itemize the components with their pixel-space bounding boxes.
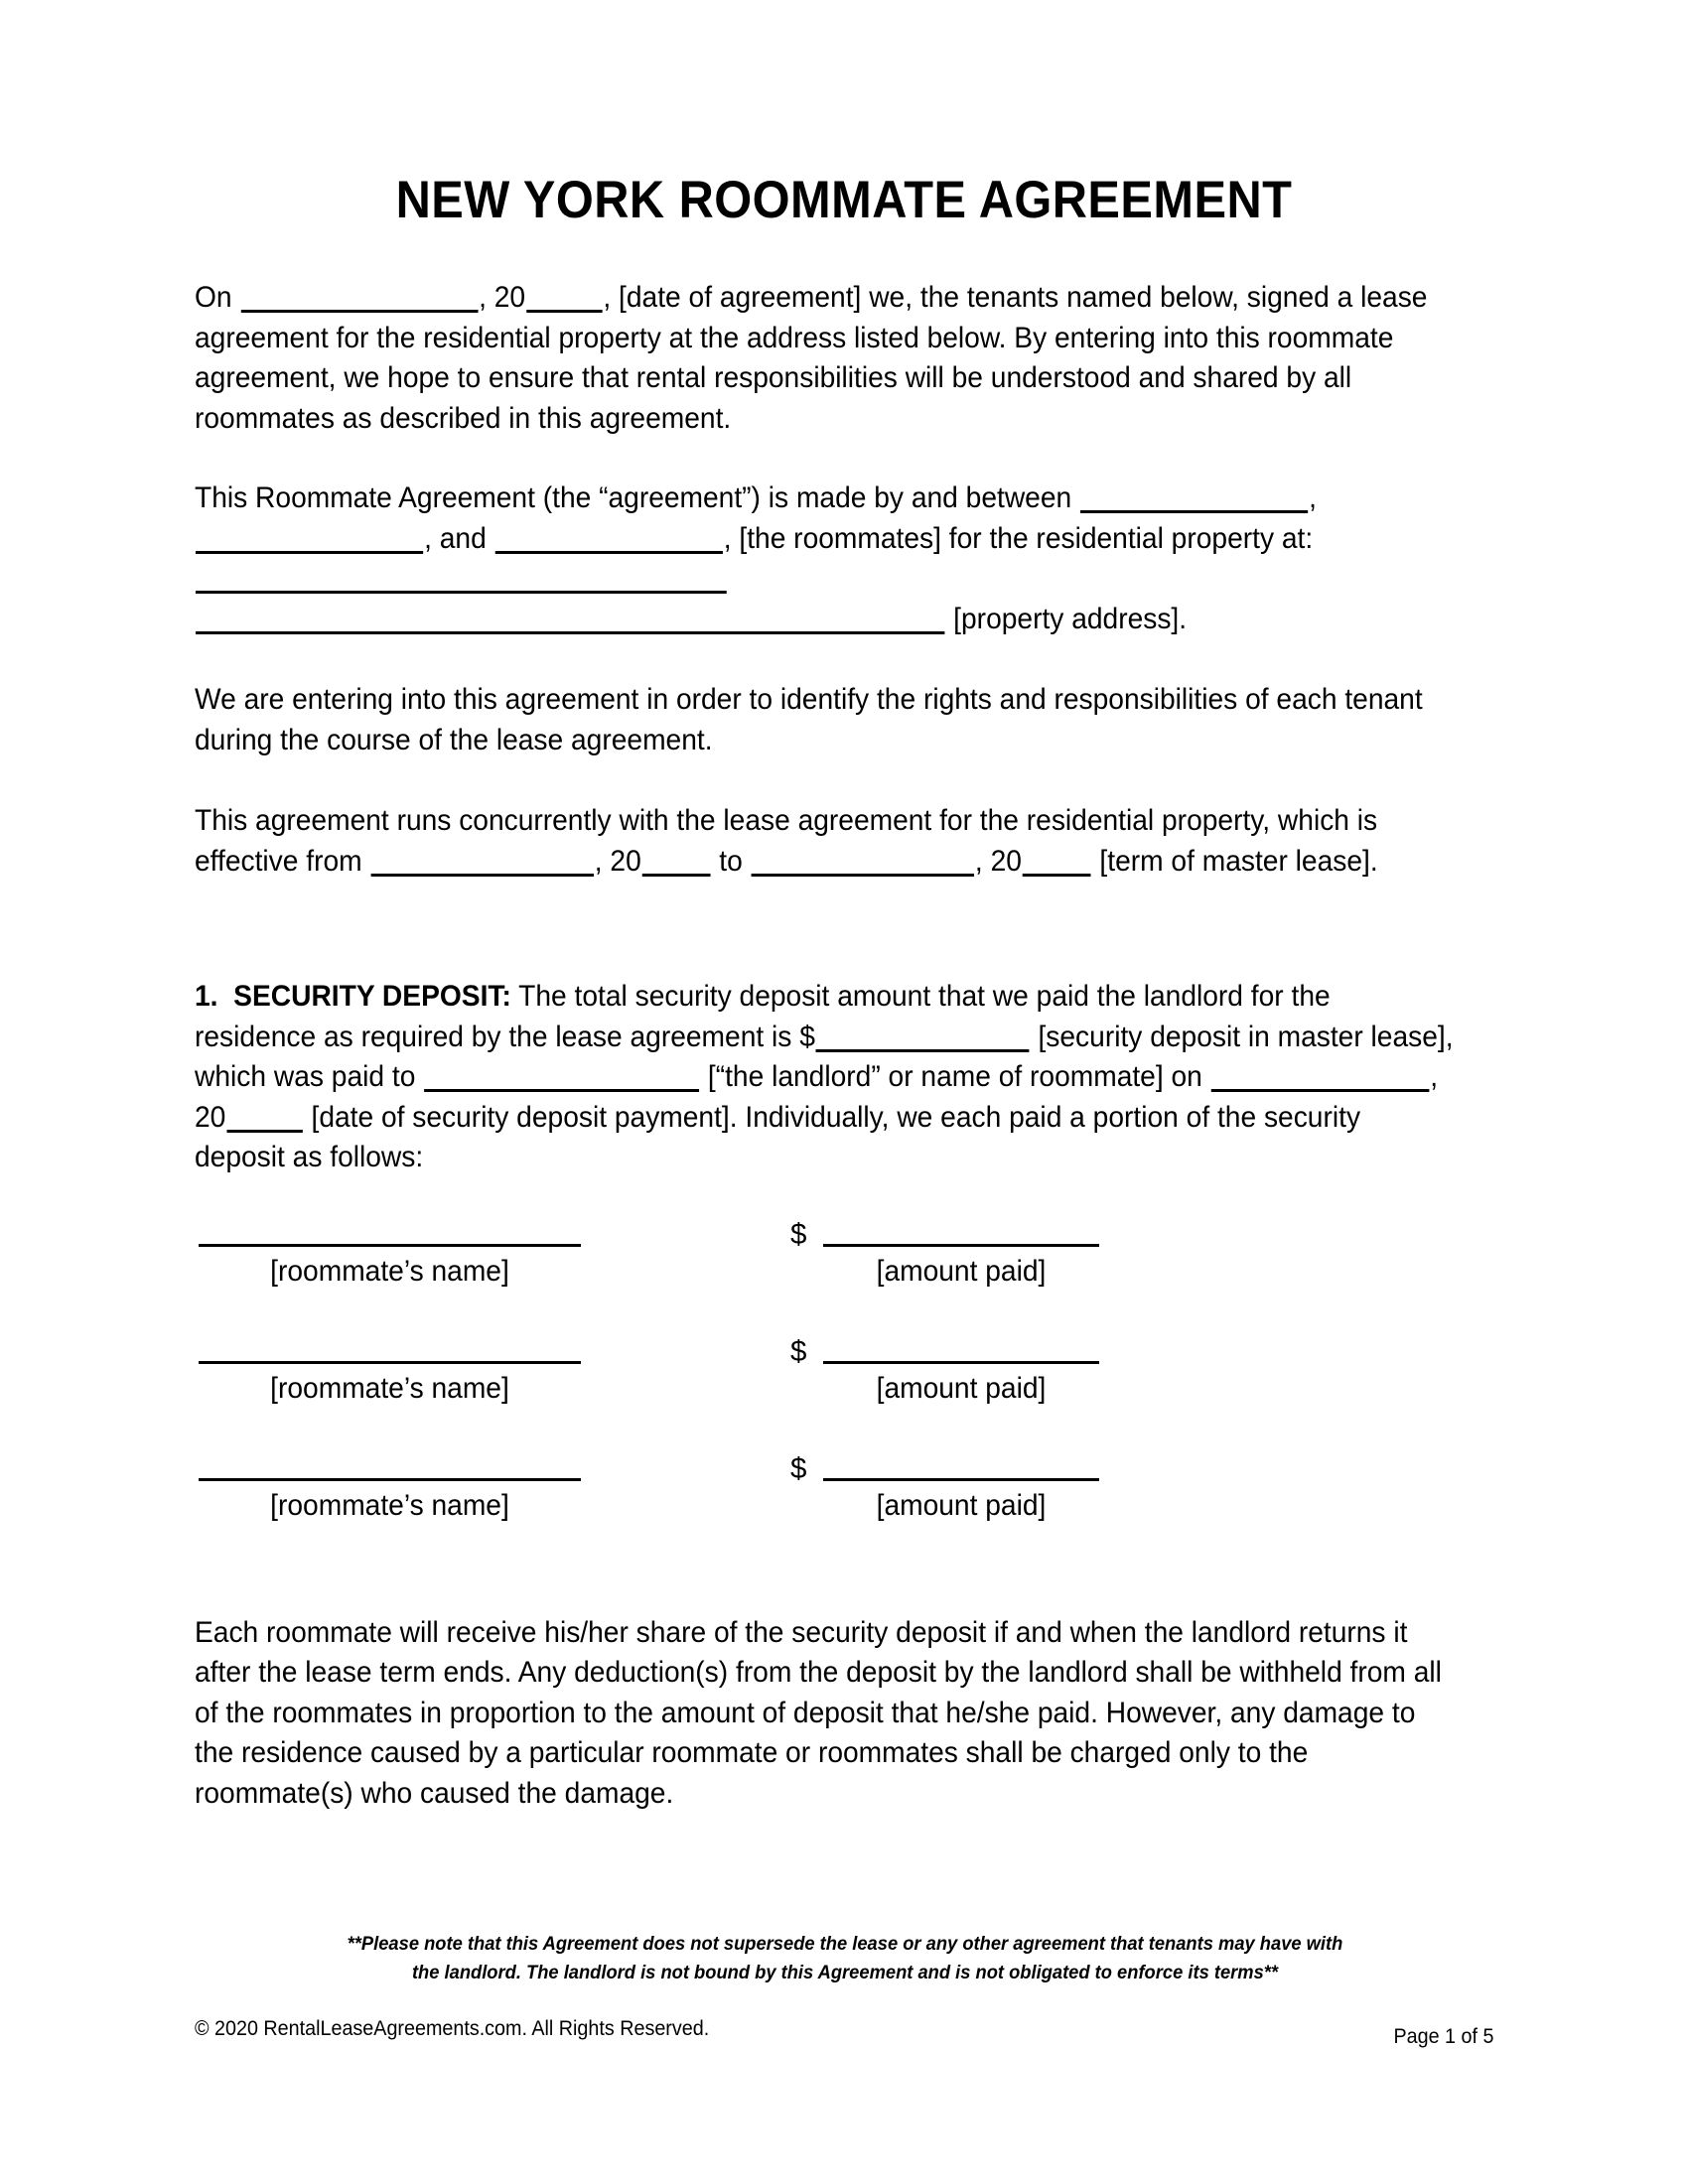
paragraph-deposit-return: Each roommate will receive his/her share of the security deposit if and when the landlord returns it after the lease term ends. Any deduction(s) from the deposit by the landlord shall be withheld from all of the roommates in proportion to the amount of deposit that he/she paid. However, any damage to the residence caused by a particular roommate or roommates shall be charged only to the roommate(s) who caused the damage. [195,1615,1442,1810]
amount-paid-caption-1: [amount paid] [876,1254,1047,1288]
roommate-name-caption-1: [roommate’s name] [270,1254,509,1288]
parties-text-part-3: , and [424,521,494,555]
parties-text-part-2: , [1309,481,1317,514]
blank-agreement-year[interactable] [526,280,602,313]
blank-deposit-payment-date[interactable] [1211,1059,1430,1092]
term-text-part-2: , 20 [594,844,641,878]
dollar-sign-2: $ [790,1334,807,1368]
paragraph-parties [195,478,1454,639]
blank-roommate-1[interactable] [1080,480,1308,513]
blank-amount-paid-1[interactable] [823,1244,1099,1247]
blank-lease-end-year[interactable] [1023,844,1091,877]
footer-disclaimer [233,1930,1456,1987]
term-text-part-4: , 20 [974,844,1022,878]
security-deposit-text-part-4: , 20 [195,1060,1439,1134]
roommate-name-caption-3: [roommate’s name] [270,1488,509,1522]
footer-disclaimer-line-2: the landlord. The landlord is not bound by this Agreement and is not obligated to enforce its terms** [411,1962,1279,1983]
blank-property-address-line-1[interactable] [196,561,727,594]
blank-roommate-name-1[interactable] [199,1244,581,1247]
paragraph-term [195,801,1454,882]
blank-roommate-name-3[interactable] [199,1478,581,1481]
dollar-sign-3: $ [790,1451,807,1485]
amount-paid-caption-2: [amount paid] [876,1371,1047,1405]
spacer [195,1573,1454,1613]
table-row [195,1451,1454,1573]
blank-agreement-date[interactable] [240,280,478,313]
blank-property-address-line-2[interactable] [196,602,944,634]
blank-total-security-deposit[interactable] [816,1020,1030,1052]
blank-lease-start-date[interactable] [370,844,593,877]
table-row [195,1217,1454,1339]
table-row [195,1334,1454,1456]
term-text-part-1: This agreement runs concurrently with the lease agreement for the residential property, which is effective from [195,804,1378,878]
parties-text-part-5: [property address]. [945,602,1188,635]
term-text-part-5: [term of master lease]. [1091,844,1378,878]
section-security-deposit [195,977,1454,1178]
spacer [195,439,1454,478]
blank-amount-paid-2[interactable] [823,1361,1099,1364]
footer-page-number: Page 1 of 5 [1393,2025,1493,2048]
intro-text-part-3: , [date of agreement] we, the tenants named below, signed a lease agreement for the residential property at the address listed below. By entering into this roommate agreement, we hope to ensure that rental responsibilities will be understood and shared by all roommates as described in this agreement. [195,281,1428,435]
security-deposit-text-part-2: [security deposit in master lease], which was paid to [195,1020,1454,1093]
deposit-allocation-table [195,1217,1454,1573]
dollar-sign-1: $ [790,1217,807,1251]
intro-text-part-1: On [195,281,240,314]
blank-amount-paid-3[interactable] [823,1478,1099,1481]
blank-roommate-name-2[interactable] [199,1361,581,1364]
paragraph-intro [195,278,1454,439]
parties-text-part-4: , [the roommates] for the residential property at: [723,521,1314,555]
spacer [195,639,1454,680]
term-text-part-3: to [711,844,751,878]
blank-roommate-2[interactable] [196,521,423,554]
blank-lease-start-year[interactable] [642,844,711,877]
blank-deposit-paid-to[interactable] [424,1059,699,1092]
blank-lease-end-date[interactable] [752,844,974,877]
footer-disclaimer-line-1: **Please note that this Agreement does not supersede the lease or any other agreement that tenants may have with [347,1933,1343,1955]
spacer [195,882,1454,977]
security-deposit-text-part-1: The total security deposit amount that we paid the landlord for the residence as required by the lease agreement is $ [195,980,1331,1053]
parties-text-part-1: This Roommate Agreement (the “agreement”) is made by and between [195,481,1079,514]
page-title: NEW YORK ROOMMATE AGREEMENT [395,170,1293,229]
section-number: 1. [195,980,218,1013]
intro-text-part-2: , 20 [479,281,526,314]
section-label: SECURITY DEPOSIT: [233,980,511,1013]
roommate-name-caption-2: [roommate’s name] [270,1371,509,1405]
blank-roommate-3[interactable] [495,521,723,554]
document-body [195,278,1454,1814]
spacer [195,760,1454,801]
security-deposit-text-part-3: [“the landlord” or name of roommate] on [700,1060,1210,1093]
paragraph-purpose: We are entering into this agreement in order to identify the rights and responsibilities of each tenant during the course of the lease agreement. [195,683,1423,756]
security-deposit-text-part-5: [date of security deposit payment]. Individually, we each paid a portion of the security deposit as follows: [195,1100,1361,1173]
amount-paid-caption-3: [amount paid] [876,1488,1047,1522]
blank-deposit-payment-year[interactable] [226,1100,302,1133]
footer-copyright: © 2020 RentalLeaseAgreements.com. All Rights Reserved. [195,2017,710,2040]
